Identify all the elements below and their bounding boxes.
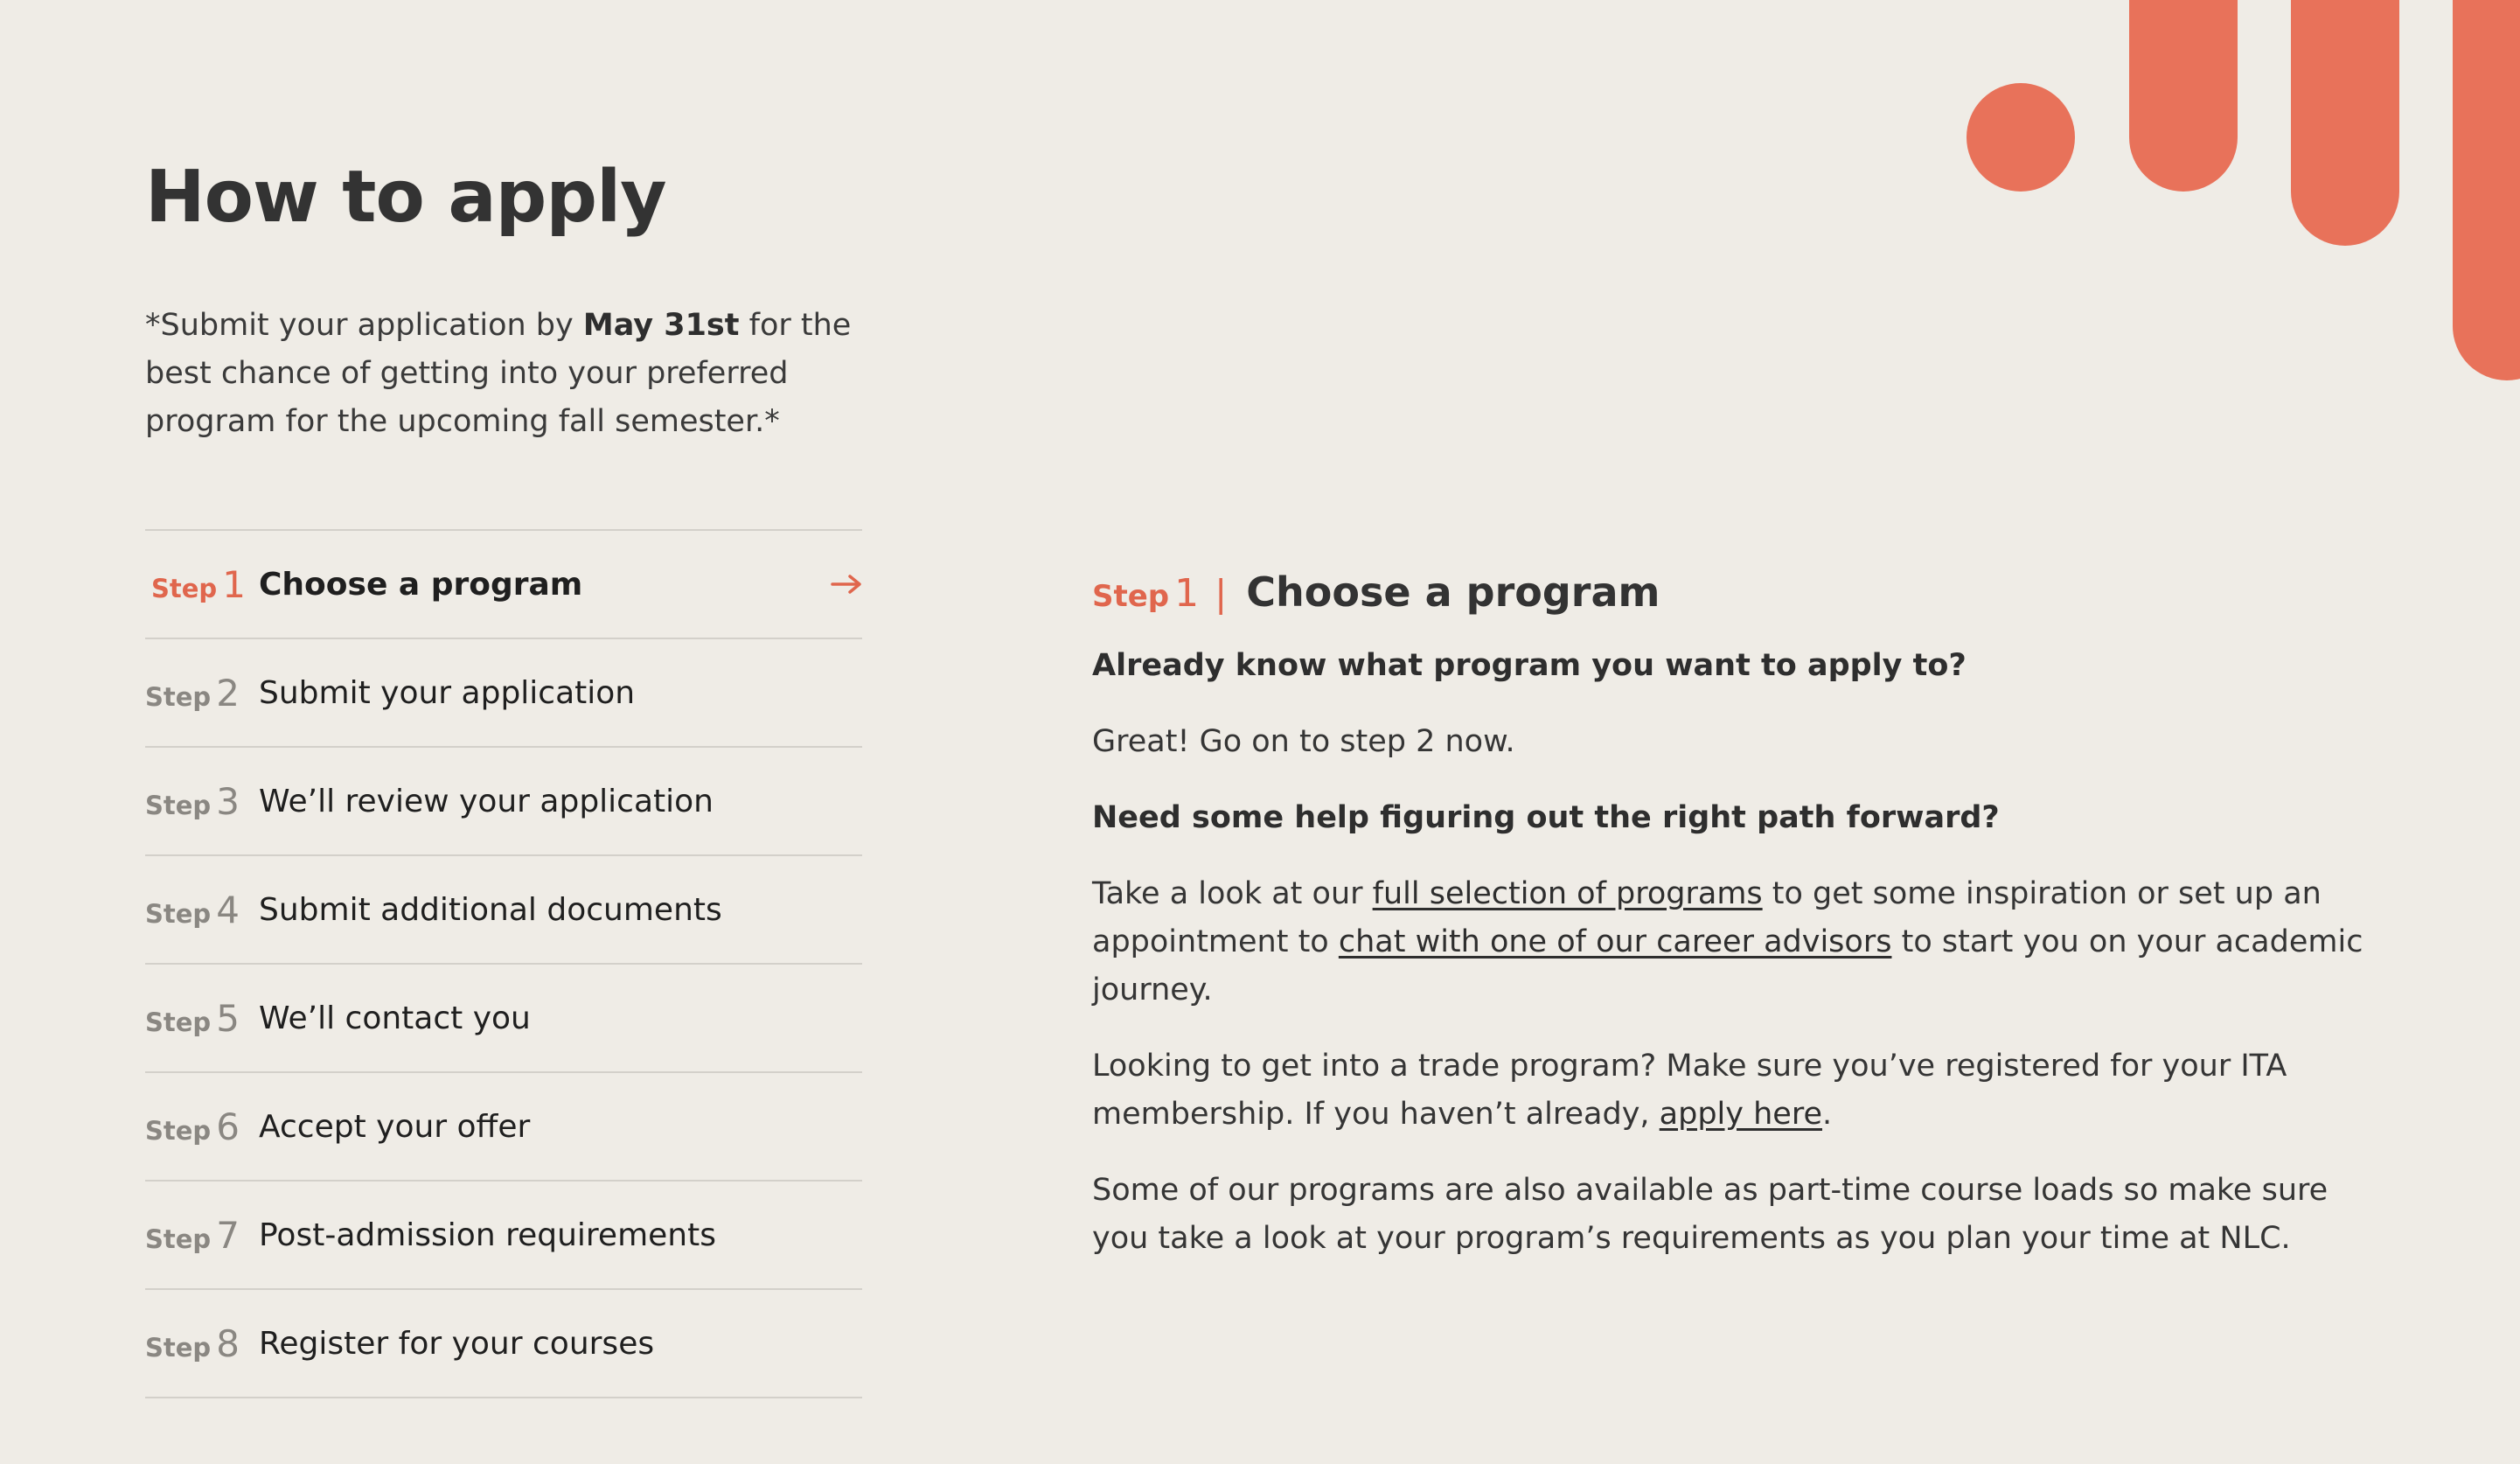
step-label: Register for your courses	[259, 1325, 655, 1362]
step-item-5[interactable]	[145, 965, 862, 1073]
step-number: 8	[216, 1321, 240, 1365]
deadline-date: May 31st	[582, 308, 740, 343]
step-word: Step	[145, 1007, 212, 1037]
step-tag	[145, 672, 259, 715]
part-time-paragraph: Some of our programs are also available as part-time course loads so make sure you take a look at your program’s requirements as you plan your time at NLC.	[1092, 1173, 2329, 1256]
step-number: 2	[216, 671, 240, 715]
text-fragment: to get some inspiration or set up an appointment to	[1092, 876, 2322, 959]
text-fragment: to start you on your academic journey.	[1092, 924, 2363, 1007]
step-number: 4	[216, 888, 240, 931]
step-item-2[interactable]	[145, 639, 862, 748]
step-word: Step	[145, 898, 212, 929]
page-title: How to apply	[145, 156, 666, 239]
deadline-suffix: for the best chance of getting into your preferred program for the upcoming fall semester.*	[145, 308, 852, 439]
step-word: Step	[1092, 579, 1170, 614]
answer-go-to-step-2: Great! Go on to step 2 now.	[1092, 724, 1515, 759]
step-word: Step	[145, 1115, 212, 1146]
arrow-right-icon	[831, 574, 862, 595]
step-tag	[145, 1322, 259, 1365]
step-tag	[145, 889, 259, 931]
step-detail-panel	[1092, 568, 2386, 1291]
step-number: 1	[1174, 571, 1200, 616]
programs-link[interactable]: full selection of programs	[1372, 876, 1763, 911]
step-item-1[interactable]	[145, 531, 862, 639]
step-item-4[interactable]	[145, 856, 862, 965]
steps-list	[145, 529, 862, 1398]
step-tag	[145, 1105, 259, 1148]
step-label: Post-admission requirements	[259, 1217, 716, 1253]
step-word: Step	[145, 790, 212, 820]
step-word: Step	[145, 1332, 212, 1363]
step-label: We’ll contact you	[259, 1000, 531, 1036]
apply-here-link[interactable]: apply here	[1659, 1097, 1822, 1132]
question-know-program: Already know what program you want to apply to?	[1092, 648, 1967, 683]
career-advisors-link[interactable]: chat with one of our career advisors	[1338, 924, 1892, 959]
deadline-note	[145, 302, 871, 446]
step-label: Accept your offer	[259, 1108, 531, 1145]
step-item-7[interactable]	[145, 1182, 862, 1290]
step-word: Step	[145, 1223, 212, 1254]
heading-separator: |	[1215, 572, 1228, 615]
step-number: 6	[216, 1105, 240, 1148]
step-label: We’ll review your application	[259, 783, 714, 819]
trade-program-paragraph	[1092, 1042, 2386, 1139]
step-label: Submit your application	[259, 674, 636, 711]
step-label: Choose a program	[259, 566, 583, 603]
text-fragment: .	[1822, 1097, 1833, 1132]
step-tag	[145, 563, 259, 606]
step-item-8[interactable]	[145, 1290, 862, 1398]
step-label: Submit additional documents	[259, 891, 722, 928]
step-detail-title: Choose a program	[1246, 568, 1660, 616]
decorative-bar	[2129, 0, 2238, 192]
step-number: 1	[222, 562, 246, 606]
step-tag	[145, 997, 259, 1040]
step-detail-heading	[1092, 568, 2386, 616]
step-tag	[145, 1214, 259, 1257]
help-paragraph	[1092, 870, 2386, 1014]
text-fragment: Take a look at our	[1092, 876, 1373, 911]
deadline-prefix: *Submit your application by	[145, 308, 583, 343]
step-number: 5	[216, 996, 240, 1040]
step-number: 3	[216, 779, 240, 823]
step-item-3[interactable]	[145, 748, 862, 856]
step-number: 7	[216, 1213, 240, 1257]
step-word: Step	[145, 681, 212, 712]
decorative-bar	[2291, 0, 2399, 246]
question-need-help: Need some help figuring out the right path forward?	[1092, 800, 2000, 835]
decorative-circle	[1967, 83, 2075, 192]
text-fragment: Looking to get into a trade program? Make sure you’ve registered for your ITA membership. If you haven’t already,	[1092, 1049, 2287, 1132]
step-word: Step	[151, 573, 218, 603]
step-item-6[interactable]	[145, 1073, 862, 1182]
decorative-bar	[2453, 0, 2520, 380]
step-tag	[145, 780, 259, 823]
